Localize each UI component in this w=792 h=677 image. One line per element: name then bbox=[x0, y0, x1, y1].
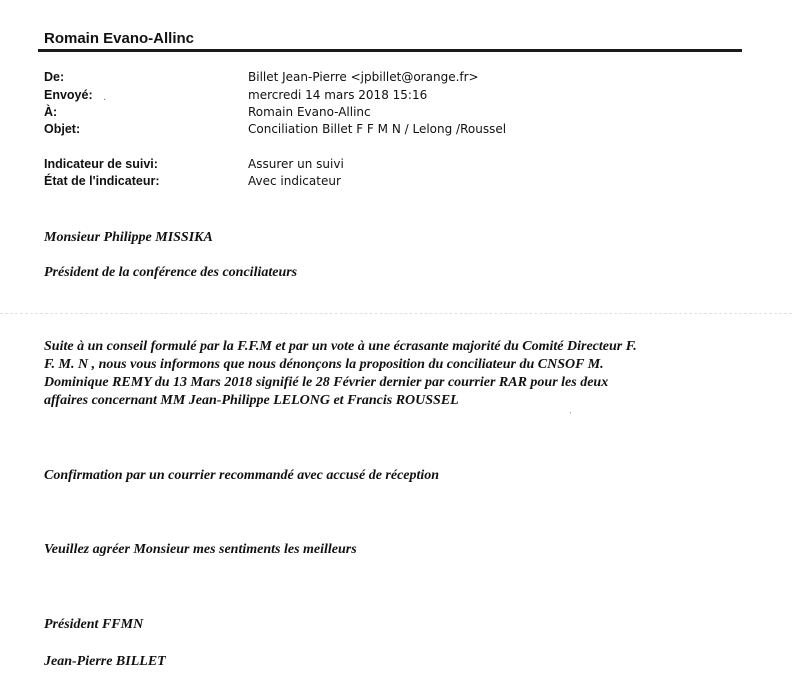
flag-value: Assurer un suivi bbox=[248, 157, 344, 171]
addressee-title: Président de la conférence des conciliateurs bbox=[44, 265, 298, 280]
letter-body-line: affaires concernant MM Jean-Philippe LELONG et Francis ROUSSEL bbox=[44, 393, 459, 408]
addressee: Monsieur Philippe MISSIKA bbox=[44, 230, 213, 245]
letter-body-line: Suite à un conseil formulé par la F.F.M et par un vote à une écrasante majorité du Comité Directeur F. bbox=[44, 339, 637, 354]
to-label: À: bbox=[44, 105, 58, 119]
subject-value: Conciliation Billet F F M N / Lelong /Roussel bbox=[248, 122, 507, 136]
header-rule bbox=[38, 49, 742, 52]
flag-status-value: Avec indicateur bbox=[248, 174, 341, 188]
confirmation-line: Confirmation par un courrier recommandé avec accusé de réception bbox=[44, 468, 440, 483]
from-label: De: bbox=[44, 70, 65, 84]
from-value: Billet Jean-Pierre <jpbillet@orange.fr> bbox=[248, 70, 479, 84]
signature-title: Président FFMN bbox=[44, 617, 144, 632]
mailbox-owner-name: Romain Evano-Allinc bbox=[44, 30, 195, 47]
flag-status-label: État de l'indicateur: bbox=[44, 174, 160, 188]
signature-name: Jean-Pierre BILLET bbox=[44, 654, 166, 669]
flag-label: Indicateur de suivi: bbox=[44, 157, 158, 171]
scan-speck: ˌ bbox=[569, 403, 573, 414]
sent-label: Envoyé: bbox=[44, 88, 93, 102]
sent-value: mercredi 14 mars 2018 15:16 bbox=[248, 88, 428, 102]
letter-body bbox=[44, 338, 744, 410]
scan-fold-line bbox=[0, 313, 792, 314]
letter-body-line: Dominique REMY du 13 Mars 2018 signifié le 28 Février dernier par courrier RAR pour les deux bbox=[44, 375, 609, 390]
to-value: Romain Evano-Allinc bbox=[248, 105, 371, 119]
letter-body-line: F. M. N , nous vous informons que nous dénonçons la proposition du conciliateur du CNSOF M. bbox=[44, 357, 604, 372]
closing-line: Veuillez agréer Monsieur mes sentiments les meilleurs bbox=[44, 542, 357, 557]
subject-label: Objet: bbox=[44, 122, 81, 136]
scan-speck: · bbox=[103, 95, 107, 106]
